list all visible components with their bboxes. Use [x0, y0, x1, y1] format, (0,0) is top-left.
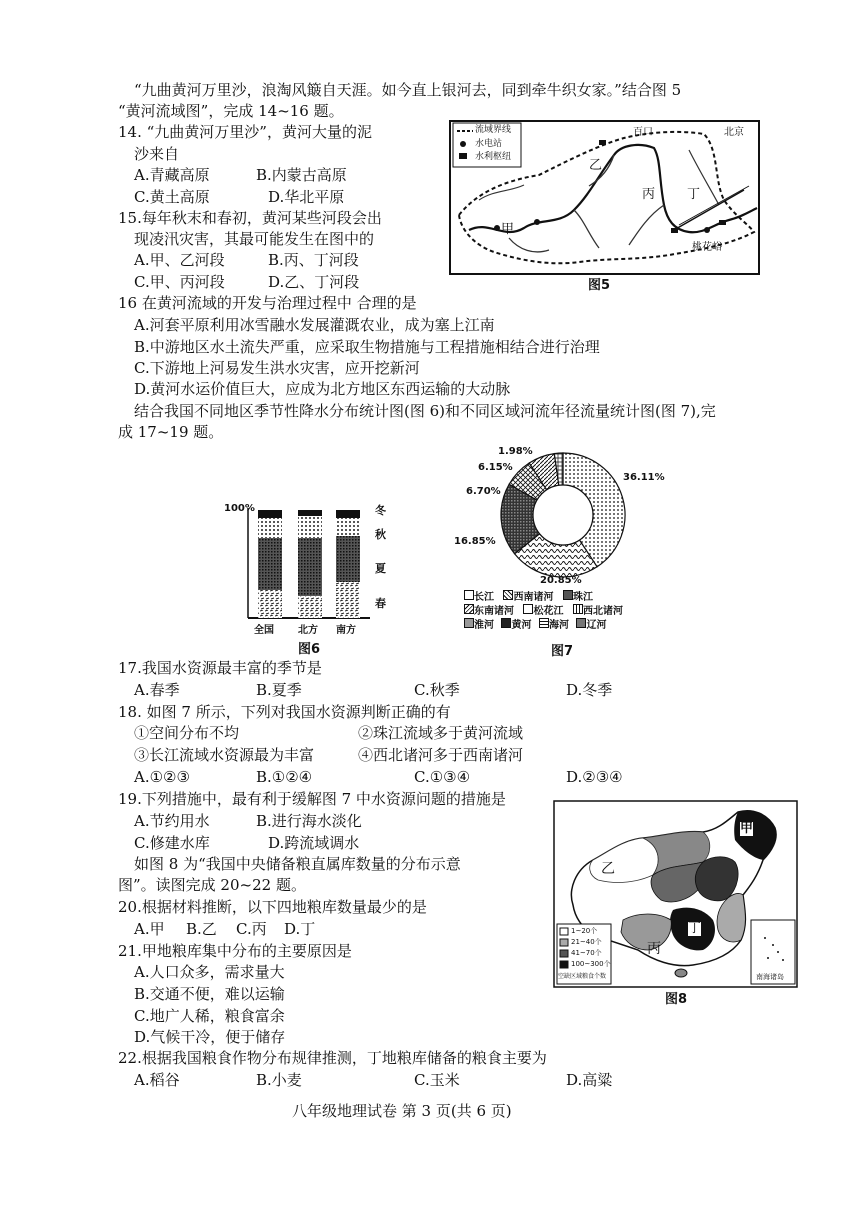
- q17-option-b: B.夏季: [256, 681, 302, 699]
- q15-stem-2: 现凌汛灾害，其最可能发生在图中的: [134, 230, 375, 248]
- q22-option-d: D.高粱: [566, 1071, 613, 1089]
- intro2-line-2: 成 17~19 题。: [118, 423, 224, 441]
- fig7-legend-item: 东南诸河: [474, 606, 514, 617]
- fig6-season-summer: 夏: [375, 562, 386, 575]
- q19-option-d: D.跨流域调水: [268, 834, 360, 852]
- q18-statement-2: ②珠江流域多于黄河流域: [358, 724, 524, 742]
- fig5-label-yi: 乙: [589, 158, 603, 173]
- fig5-legend-hydro: 水电站: [475, 139, 503, 149]
- q21-option-a: A.人口众多，需求量大: [134, 963, 285, 981]
- fig7-legend-item: 西南诸河: [513, 592, 554, 603]
- intro2-line-1: 结合我国不同地区季节性降水分布统计图(图 6)和不同区域河流年径流量统计图(图 7),完: [134, 402, 716, 420]
- figure-8-map: [553, 800, 798, 988]
- fig6-season-autumn: 秋: [375, 528, 386, 541]
- q17-stem: 17.我国水资源最丰富的季节是: [118, 659, 322, 677]
- q16-option-d: D.黄河水运价值巨大，应成为北方地区东西运输的大动脉: [134, 380, 511, 398]
- q18-statement-4: ④西北诸河多于西南诸河: [358, 746, 524, 764]
- figure-5-map: [449, 120, 760, 275]
- fig6-cat-north: 北方: [298, 625, 318, 636]
- fig7-legend-row-3: [464, 618, 623, 632]
- q20-option-b: B.乙: [186, 920, 217, 938]
- fig7-legend-row-1: [464, 590, 623, 604]
- q18-statement-1: ①空间分布不均: [134, 724, 240, 742]
- q15-option-c: C.甲、丙河段: [134, 273, 225, 291]
- q17-option-a: A.春季: [134, 681, 180, 699]
- q21-stem: 21.甲地粮库集中分布的主要原因是: [118, 942, 352, 960]
- q22-stem: 22.根据我国粮食作物分布规律推测，丁地粮库储备的粮食主要为: [118, 1049, 547, 1067]
- q18-option-b: B.①②④: [256, 768, 313, 786]
- fig7-pct-5: 20.85%: [540, 575, 582, 586]
- q15-option-a: A.甲、乙河段: [134, 251, 225, 269]
- q14-option-d: D.华北平原: [268, 188, 345, 206]
- q14-stem-2: 沙来自: [134, 145, 180, 163]
- figure-7-chart: [448, 440, 678, 640]
- q15-stem-1: 15.每年秋末和春初，黄河某些河段会出: [118, 209, 382, 227]
- q14-option-b: B.内蒙古高原: [256, 166, 347, 184]
- fig8-label-jia: 甲: [740, 821, 754, 836]
- fig5-legend-dam: 水利枢纽: [475, 152, 512, 162]
- q18-option-a: A.①②③: [134, 768, 190, 786]
- fig8-inset-label: 南海诸岛: [756, 973, 784, 981]
- figure-6-caption: 图6: [298, 642, 321, 657]
- q22-option-b: B.小麦: [256, 1071, 302, 1089]
- q20-option-c: C.丙: [236, 920, 267, 938]
- fig7-legend-item: 黄河: [511, 620, 532, 631]
- fig8-legend-1: 1~20个: [571, 927, 598, 935]
- fig7-legend-row-2: [464, 604, 623, 618]
- q21-option-c: C.地广人稀，粮食富余: [134, 1007, 285, 1025]
- figure-8-caption: 图8: [665, 992, 688, 1007]
- figure-6-chart: [220, 500, 410, 640]
- fig6-cat-national: 全国: [254, 625, 274, 636]
- q14-option-a: A.青藏高原: [134, 166, 210, 184]
- q16-option-b: B.中游地区水土流失严重，应采取生物措施与工程措施相结合进行治理: [134, 338, 600, 356]
- fig5-city-3: 桃花峪: [692, 242, 722, 253]
- q19-option-c: C.修建水库: [134, 834, 210, 852]
- fig7-legend-item: 松花江: [533, 606, 564, 617]
- q14-stem-1: 14. “九曲黄河万里沙”，黄河大量的泥: [118, 123, 372, 141]
- q17-option-d: D.冬季: [566, 681, 613, 699]
- figure-7-caption: 图7: [551, 644, 574, 659]
- figure-5-caption: 图5: [588, 278, 611, 293]
- q20-stem: 20.根据材料推断，以下四地粮库数量最少的是: [118, 898, 427, 916]
- donut-hole: [533, 485, 593, 545]
- fig7-legend-item: 淮河: [474, 620, 494, 631]
- fig6-season-winter: 冬: [375, 504, 386, 517]
- fig7-legend-item: 长江: [474, 592, 494, 603]
- fig7-legend-item: 辽河: [586, 620, 607, 631]
- q15-option-d: D.乙、丁河段: [268, 273, 360, 291]
- q22-option-a: A.稻谷: [134, 1071, 180, 1089]
- q16-option-a: A.河套平原利用冰雪融水发展灌溉农业，成为塞上江南: [134, 316, 495, 334]
- intro-line-1: “九曲黄河万里沙，浪淘风簸自天涯。如今直上银河去，同到牵牛织女家。”结合图 5: [134, 81, 682, 99]
- q20-option-d: D.丁: [284, 920, 316, 938]
- q19-option-b: B.进行海水淡化: [256, 812, 362, 830]
- fig5-label-ding: 丁: [687, 187, 701, 202]
- intro3-line-2: 图”。读图完成 20~22 题。: [118, 876, 306, 894]
- q19-option-a: A.节约用水: [134, 812, 210, 830]
- fig8-legend-2: 21~40个: [571, 938, 602, 946]
- fig8-legend-3: 41~70个: [571, 949, 602, 957]
- q18-option-d: D.②③④: [566, 768, 623, 786]
- q15-option-b: B.丙、丁河段: [268, 251, 359, 269]
- fig7-pct-6: 36.11%: [623, 472, 665, 483]
- q16-stem: 16 在黄河流域的开发与治理过程中 合理的是: [118, 294, 417, 312]
- fig5-city-2: 北京: [724, 127, 744, 138]
- fig8-legend-extra: 空缺区域粮食个数: [558, 973, 607, 980]
- q18-stem: 18. 如图 7 所示，下列对我国水资源判断正确的有: [118, 703, 451, 721]
- q17-option-c: C.秋季: [414, 681, 460, 699]
- fig7-pct-2: 6.15%: [478, 462, 513, 473]
- fig6-top-label: 100%: [224, 503, 255, 514]
- fig8-label-bing: 丙: [647, 941, 661, 957]
- fig8-label-ding: 丁: [688, 921, 702, 936]
- fig5-legend-boundary: 流域界线: [475, 125, 512, 135]
- fig7-legend: [464, 590, 623, 632]
- fig7-legend-item: 西北诸河: [582, 606, 623, 617]
- q22-option-c: C.玉米: [414, 1071, 460, 1089]
- page-footer: 八年级地理试卷 第 3 页(共 6 页): [292, 1102, 512, 1120]
- fig7-pct-1: 1.98%: [498, 446, 533, 457]
- fig8-label-yi: 乙: [601, 861, 615, 877]
- fig7-pct-3: 6.70%: [466, 486, 501, 497]
- fig7-pct-4: 16.85%: [454, 536, 496, 547]
- fig5-label-bing: 丙: [642, 187, 656, 202]
- intro-line-2: “黄河流域图”，完成 14~16 题。: [118, 102, 344, 120]
- fig7-legend-item: 珠江: [572, 592, 593, 603]
- fig6-season-spring: 春: [375, 597, 386, 610]
- q21-option-b: B.交通不便，难以运输: [134, 985, 285, 1003]
- q19-stem: 19.下列措施中，最有利于缓解图 7 中水资源问题的措施是: [118, 790, 506, 808]
- fig8-legend-4: 100~300个: [571, 960, 611, 968]
- intro3-line-1: 如图 8 为“我国中央储备粮直属库数量的分布示意: [134, 855, 461, 873]
- fig5-city-1: 百口: [633, 127, 653, 138]
- q18-statement-3: ③长江流域水资源最为丰富: [134, 746, 315, 764]
- q14-option-c: C.黄土高原: [134, 188, 210, 206]
- q18-option-c: C.①③④: [414, 768, 471, 786]
- fig5-label-jia: 甲: [501, 222, 515, 237]
- fig7-legend-item: 海河: [548, 620, 569, 631]
- fig6-cat-south: 南方: [336, 625, 356, 636]
- q21-option-d: D.气候干冷，便于储存: [134, 1028, 286, 1046]
- q20-option-a: A.甲: [134, 920, 165, 938]
- q16-option-c: C.下游地上河易发生洪水灾害，应开挖新河: [134, 359, 420, 377]
